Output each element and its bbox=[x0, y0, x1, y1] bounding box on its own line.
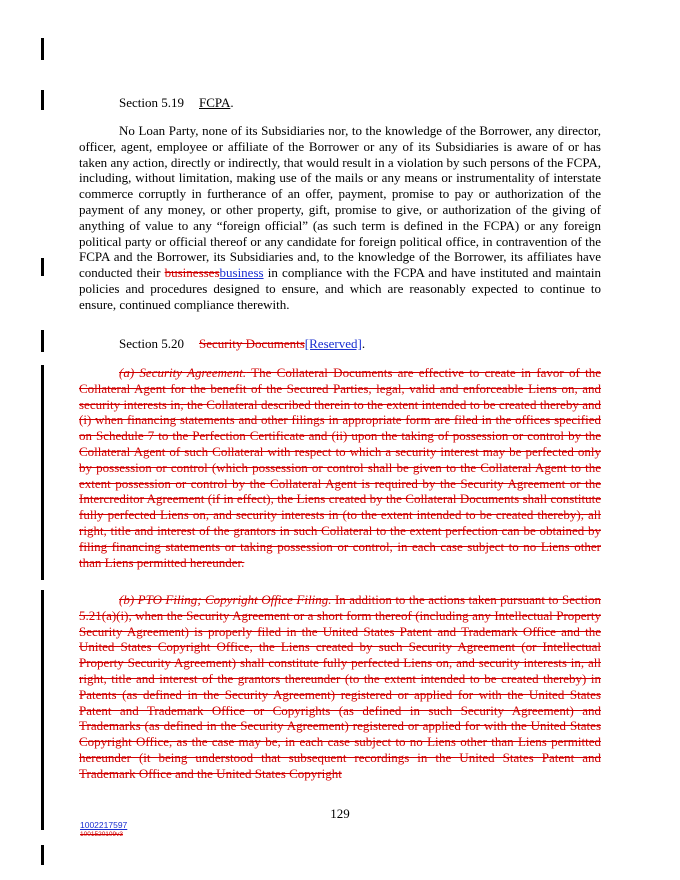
section-5-19-heading bbox=[119, 95, 234, 111]
document-id-old: 1001520109v3 bbox=[80, 831, 124, 838]
title-suffix: . bbox=[230, 95, 234, 110]
document-id bbox=[80, 820, 127, 840]
change-bar bbox=[41, 330, 44, 352]
title-suffix: . bbox=[361, 336, 366, 351]
body-text: in compliance with the FCPA and have instituted and maintain policies and procedures designed to ensure, and which are reasonably expected to continue to ensure, continued compliance therewith. bbox=[79, 265, 601, 312]
inserted-text: business bbox=[219, 265, 264, 281]
section-5-20-a-deleted bbox=[79, 365, 601, 570]
deleted-text: businesses bbox=[164, 265, 220, 281]
change-bar bbox=[41, 258, 44, 276]
section-5-19-body bbox=[79, 123, 601, 313]
section-number: Section 5.19 bbox=[119, 95, 184, 110]
section-title: FCPA bbox=[199, 95, 231, 110]
paragraph-lead: (b) PTO Filing; Copyright Office Filing. bbox=[119, 592, 332, 607]
paragraph-lead: (a) Security Agreement. bbox=[119, 365, 247, 380]
document-id-new: 1002217597 bbox=[80, 820, 128, 830]
inserted-title: [Reserved] bbox=[304, 336, 362, 351]
change-bar bbox=[41, 365, 44, 580]
section-number: Section 5.20 bbox=[119, 336, 184, 351]
paragraph-body: In addition to the actions taken pursuant to Section 5.21(a)(i), when the Security Agreement or a short form thereof (including any Intellectual Property Security Agreement) is properly filed in the United States Patent and Trademark Office and the United States Copyright Office, the Liens created by such Security Agreement (or Intellectual Property Security Agreement) shall constitute fully perfected Liens on, and security interests in, all right, title and interest of the grantors thereunder (to the extent intended to be created thereby) in Patents (as defined in the Security Agreement) registered or applied for with the United States Patent and Trademark Office or Copyrights (as defined in such Security Agreement) and Trademarks (as defined in the Security Agreement) registered or applied for with the United States Copyright Office, as the case may be, in each case subject to no Liens other than Liens permitted hereunder (it being understood that subsequent recordings in the United States Patent and Trademark Office and the United States Copyright bbox=[79, 592, 601, 781]
change-bar bbox=[41, 845, 44, 865]
paragraph-body: The Collateral Documents are effective to create in favor of the Collateral Agent for the benefit of the Secured Parties, legal, valid and enforceable Liens on, and security interests in, the Collateral described therein to the extent intended to be created thereby and (i) when financing statements and other filings in appropriate form are filed in the offices specified on Schedule 7 to the Perfection Certificate and (ii) upon the taking of possession or control by the Collateral Agent of such Collateral with respect to which a security interest may be perfected only by possession or control (which possession or control shall be given to the Collateral Agent to the extent possession or control by the Collateral Agent is required by the Security Agreement or the Intercreditor Agreement (if in effect), the Liens created by the Collateral Documents shall constitute fully perfected Liens on, and security interests in (to the extent intended to be created thereby), all right, title and interest of the grantors in such Collateral to the extent perfection can be obtained by filing financing statements or taking possession or control, in each case subject to no Liens other than Liens permitted hereunder. bbox=[79, 365, 602, 570]
section-5-20-b-deleted bbox=[79, 592, 601, 782]
deleted-title: Security Documents bbox=[199, 336, 305, 351]
section-5-20-heading bbox=[119, 336, 365, 352]
change-bar bbox=[41, 590, 44, 830]
page-number: 129 bbox=[330, 806, 350, 821]
change-bar bbox=[41, 90, 44, 110]
body-text: No Loan Party, none of its Subsidiaries nor, to the knowledge of the Borrower, any director, officer, agent, employee or affiliate of the Borrower or any of its Subsidiaries is aware of or has taken any action, directly or indirectly, that would result in a violation by such persons of the FCPA, including, without limitation, making use of the mails or any means or instrumentality of interstate commerce corruptly in furtherance of an offer, payment, promise to pay or authorization of the payment of any money, or other property, gift, promise to give, or authorization of the giving of anything of value to any “foreign official” (as such term is defined in the FCPA) or any foreign political party or official thereof or any candidate for foreign political office, in contravention of the FCPA and the Borrower, its Subsidiaries and, to the knowledge of the Borrower, its affiliates have conducted their bbox=[79, 123, 601, 281]
change-bar bbox=[41, 38, 44, 60]
